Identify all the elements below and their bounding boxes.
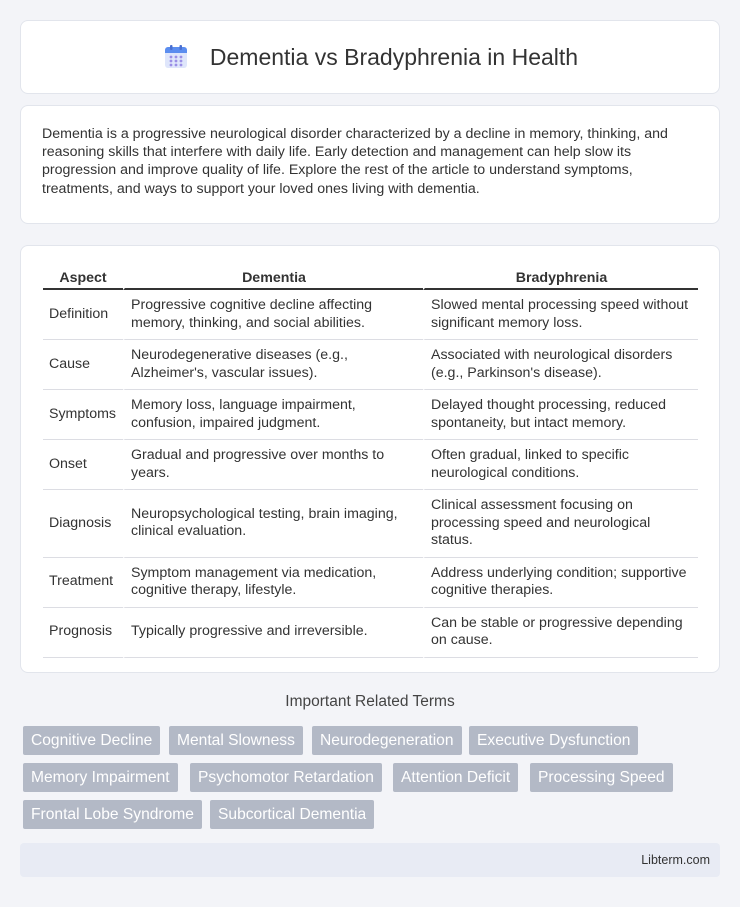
row-dementia: Neurodegenerative diseases (e.g., Alzheimer's, vascular issues).: [123, 340, 423, 390]
tag-frontal-lobe-syndrome[interactable]: Frontal Lobe Syndrome: [23, 800, 202, 829]
tag-attention-deficit[interactable]: Attention Deficit: [393, 763, 518, 792]
row-bradyphrenia: Slowed mental processing speed without significant memory loss.: [423, 290, 698, 340]
row-aspect: Treatment: [43, 558, 123, 608]
row-aspect: Onset: [43, 440, 123, 490]
table-row: [43, 490, 698, 558]
row-dementia: Gradual and progressive over months to years.: [123, 440, 423, 490]
header-bradyphrenia: Bradyphrenia: [423, 266, 698, 290]
table-row: [43, 290, 698, 340]
row-bradyphrenia: Associated with neurological disorders (e.g., Parkinson's disease).: [423, 340, 698, 390]
tag-psychomotor-retardation[interactable]: Psychomotor Retardation: [190, 763, 382, 792]
tag-subcortical-dementia[interactable]: Subcortical Dementia: [210, 800, 374, 829]
tag-memory-impairment[interactable]: Memory Impairment: [23, 763, 178, 792]
footer-site-link[interactable]: Libterm.com: [641, 853, 710, 867]
row-bradyphrenia: Address underlying condition; supportive cognitive therapies.: [423, 558, 698, 608]
tag-cognitive-decline[interactable]: Cognitive Decline: [23, 726, 160, 755]
row-aspect: Symptoms: [43, 390, 123, 440]
row-dementia: Neuropsychological testing, brain imaging, clinical evaluation.: [123, 490, 423, 558]
table-header-row: [43, 266, 698, 290]
comparison-table: [43, 266, 698, 658]
tag-processing-speed[interactable]: Processing Speed: [530, 763, 673, 792]
row-dementia: Symptom management via medication, cognitive therapy, lifestyle.: [123, 558, 423, 608]
header-dementia: Dementia: [123, 266, 423, 290]
row-aspect: Diagnosis: [43, 490, 123, 558]
row-bradyphrenia: Clinical assessment focusing on processing speed and neurological status.: [423, 490, 698, 558]
table-row: [43, 608, 698, 658]
intro-card: [20, 105, 720, 224]
row-dementia: Progressive cognitive decline affecting memory, thinking, and social abilities.: [123, 290, 423, 340]
tag-executive-dysfunction[interactable]: Executive Dysfunction: [469, 726, 638, 755]
intro-text: Dementia is a progressive neurological disorder characterized by a decline in memory, thinking, and reasoning skills that interfere with daily life. Early detection and management can help slow its progression and improve quality of life. Explore the rest of the article to understand symptoms, treatments, and ways to support your loved ones living with dementia.: [42, 126, 668, 197]
page-title: Dementia vs Bradyphrenia in Health: [209, 43, 579, 70]
calendar-grid-icon: [162, 43, 190, 71]
row-bradyphrenia: Delayed thought processing, reduced spontaneity, but intact memory.: [423, 390, 698, 440]
tag-neurodegeneration[interactable]: Neurodegeneration: [312, 726, 462, 755]
row-bradyphrenia: Can be stable or progressive depending on cause.: [423, 608, 698, 658]
row-dementia: Typically progressive and irreversible.: [123, 608, 423, 658]
row-aspect: Definition: [43, 290, 123, 340]
table-row: [43, 340, 698, 390]
tag-mental-slowness[interactable]: Mental Slowness: [169, 726, 303, 755]
table-row: [43, 558, 698, 608]
comparison-card: [20, 245, 720, 673]
row-dementia: Memory loss, language impairment, confusion, impaired judgment.: [123, 390, 423, 440]
header-aspect: Aspect: [43, 266, 123, 290]
related-terms-title: Important Related Terms: [285, 693, 455, 710]
table-row: [43, 440, 698, 490]
title-card: [20, 20, 720, 94]
footer: [20, 843, 720, 877]
row-aspect: Prognosis: [43, 608, 123, 658]
row-aspect: Cause: [43, 340, 123, 390]
row-bradyphrenia: Often gradual, linked to specific neurological conditions.: [423, 440, 698, 490]
table-row: [43, 390, 698, 440]
